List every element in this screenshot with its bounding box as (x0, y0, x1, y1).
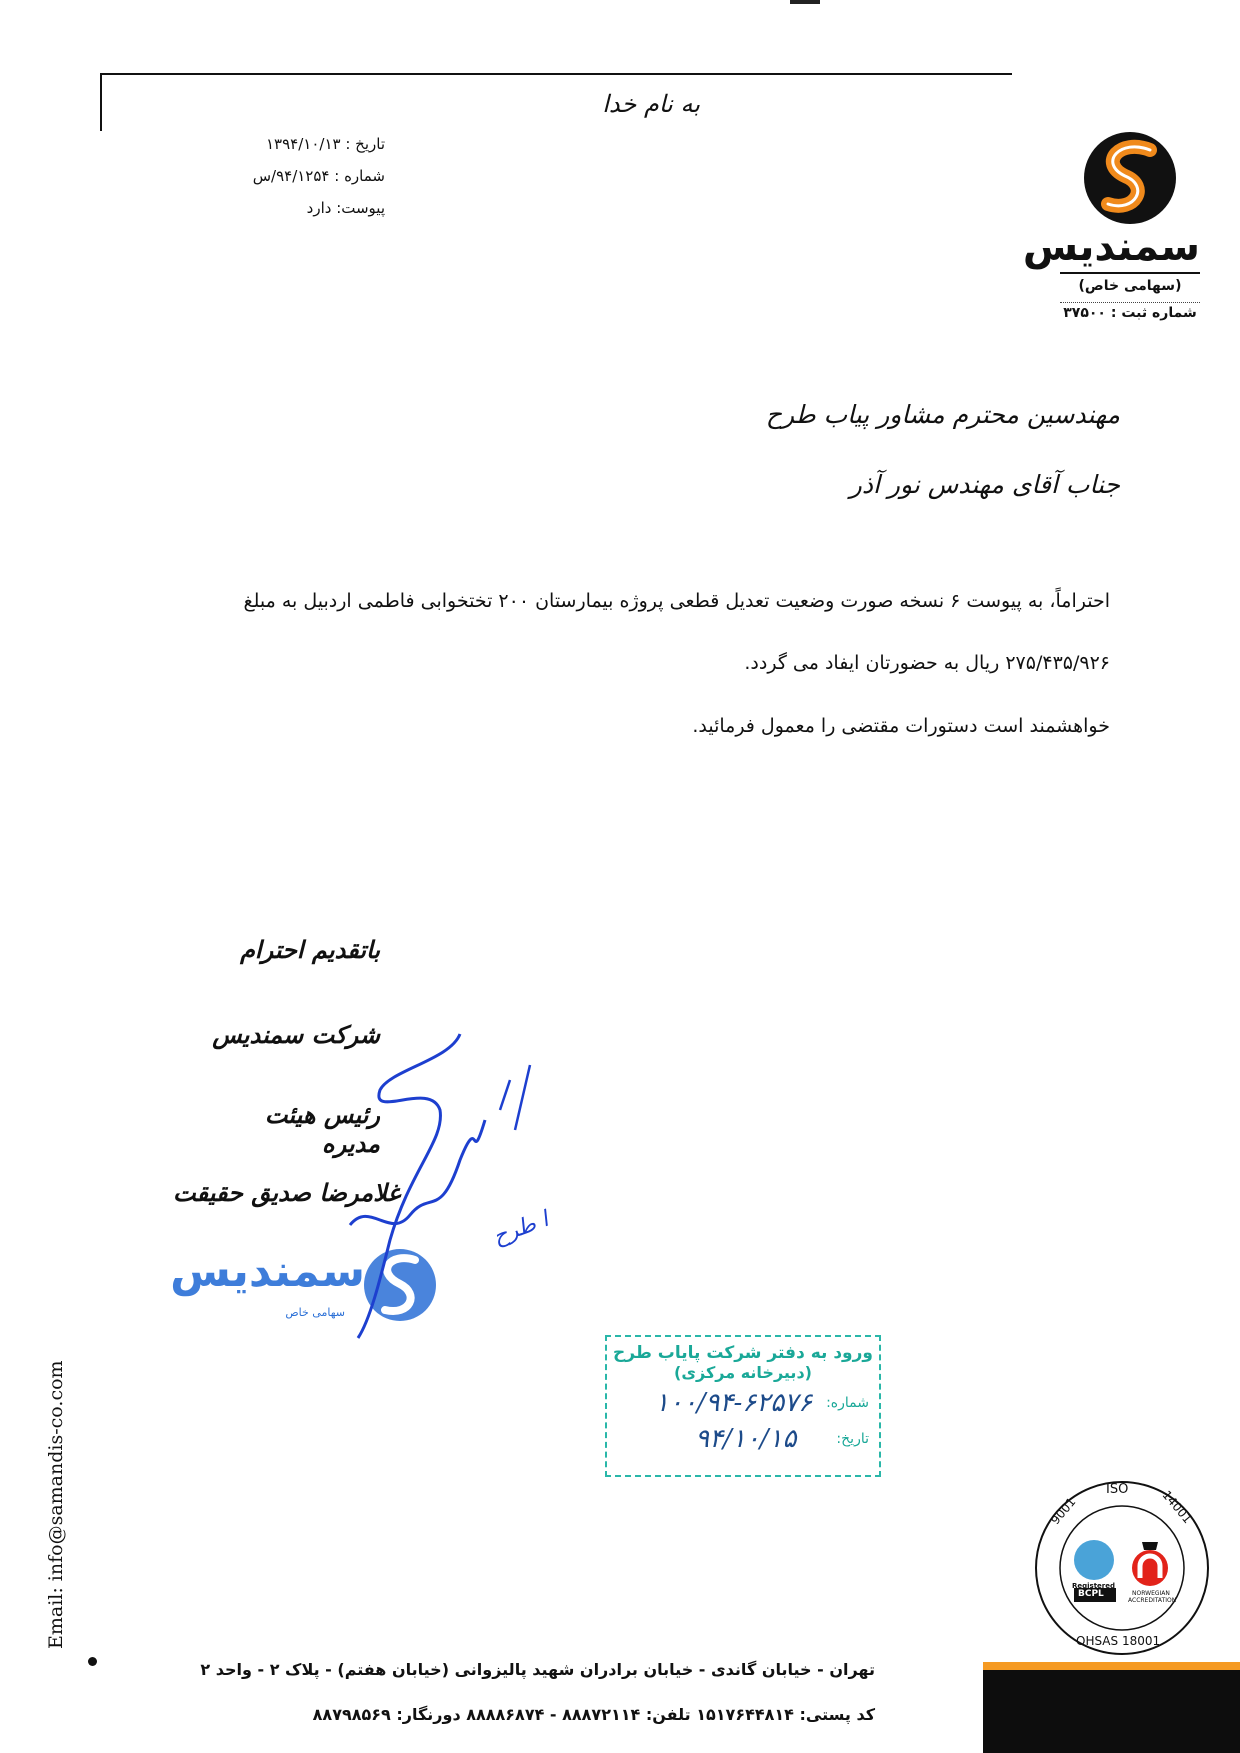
certification-badge (1032, 1478, 1212, 1658)
body-line-1: احتراماً، به پیوست ۶ نسخه صورت وضعیت تعدیل قطعی پروژه بیمارستان ۲۰۰ تختخوابی فاطمی اردبیل به مبلغ (243, 590, 1110, 612)
stamp-subtitle: (دبیرخانه مرکزی) (674, 1363, 812, 1382)
company-logo (1022, 128, 1200, 321)
side-email-text: Email: info@samandis-co.com (45, 1360, 67, 1649)
footer-orange-bar (983, 1662, 1240, 1670)
body-line-3: خواهشمند است دستورات مقتضی را معمول فرمائید. (692, 715, 1110, 737)
handwritten-note: ا طرح (489, 1207, 552, 1251)
iso-14001-label: 14001 (1159, 1487, 1195, 1527)
ohsas-label: OHSAS 18001 (1076, 1634, 1161, 1648)
signature-signer: غلامرضا صدیق حقیقت (173, 1178, 400, 1207)
stamp-date-row (617, 1424, 869, 1454)
accreditation-label-1: NORWEGIAN (1132, 1590, 1170, 1597)
iso-9001-label: 9001 (1048, 1494, 1079, 1528)
stamp-number-row (617, 1388, 869, 1418)
footer-address: تهران - خیابان گاندی - خیابان برادران شهید پالیزوانی (خیابان هفتم) - پلاک ۲ - واحد ۲ (200, 1660, 875, 1679)
logo-registration: شماره ثبت : ۳۷۵۰۰ (1060, 302, 1200, 321)
stamp-title: ورود به دفتر شرکت پایاب طرح (613, 1343, 873, 1363)
letter-date: تاریخ : ۱۳۹۴/۱۰/۱۳ (266, 135, 385, 153)
letterhead-frame-top (100, 73, 1012, 75)
stamp-date-value: ۹۴/۱۰/۱۵ (695, 1424, 797, 1454)
letter-meta (200, 128, 385, 224)
signature-closing: باتقدیم احترام (240, 935, 380, 964)
top-edge-mark (790, 0, 820, 4)
iso-label: ISO (1106, 1482, 1129, 1497)
letterhead-frame-left (100, 73, 102, 131)
logo-company-type: (سهامی خاص) (1060, 272, 1200, 294)
body-line-2: ۲۷۵/۴۳۵/۹۲۶ ریال به حضورتان ایفاد می گردد. (744, 652, 1110, 674)
footer-black-bar (983, 1670, 1240, 1753)
seal-company-name: سمندیس (170, 1246, 365, 1297)
footer-contact: کد پستی: ۱۵۱۷۶۴۴۸۱۴ تلفن: ۸۸۸۷۲۱۱۴ - ۸۸۸۸۶۸۷۴ دورنگار: ۸۸۷۹۸۵۶۹ (312, 1705, 875, 1724)
accreditation-label-2: ACCREDITATION (1128, 1597, 1177, 1604)
samandis-logo-icon (1080, 128, 1180, 228)
seal-company-type: سهامی خاص (285, 1306, 345, 1319)
stamp-date-label: تاریخ: (836, 1431, 869, 1447)
registered-label: Registered (1072, 1582, 1116, 1590)
bismillah: به نام خدا (602, 90, 700, 118)
signature-company: شرکت سمندیس (212, 1020, 380, 1049)
logo-company-name: سمندیس (1022, 224, 1200, 270)
stamp-number-label: شماره: (826, 1395, 869, 1411)
stamp-number-value: ۱۰۰/۹۴-۶۲۵۷۶ (654, 1388, 813, 1418)
recipient-line-1: مهندسین محترم مشاور پیاب طرح (765, 400, 1120, 429)
bcpl-label: BCPL (1078, 1589, 1104, 1599)
recipient-line-2: جناب آقای مهندس نور آذر (849, 470, 1120, 499)
signature-stroke (330, 1020, 570, 1350)
receipt-stamp (605, 1335, 881, 1477)
bullet-mark (88, 1657, 97, 1666)
letter-number: شماره : ۹۴/۱۲۵۴/س (252, 167, 385, 185)
side-email (44, 1350, 68, 1650)
letter-attachment: پیوست: دارد (306, 199, 385, 217)
signature-title: رئیس هیئت مدیره (264, 1100, 380, 1158)
